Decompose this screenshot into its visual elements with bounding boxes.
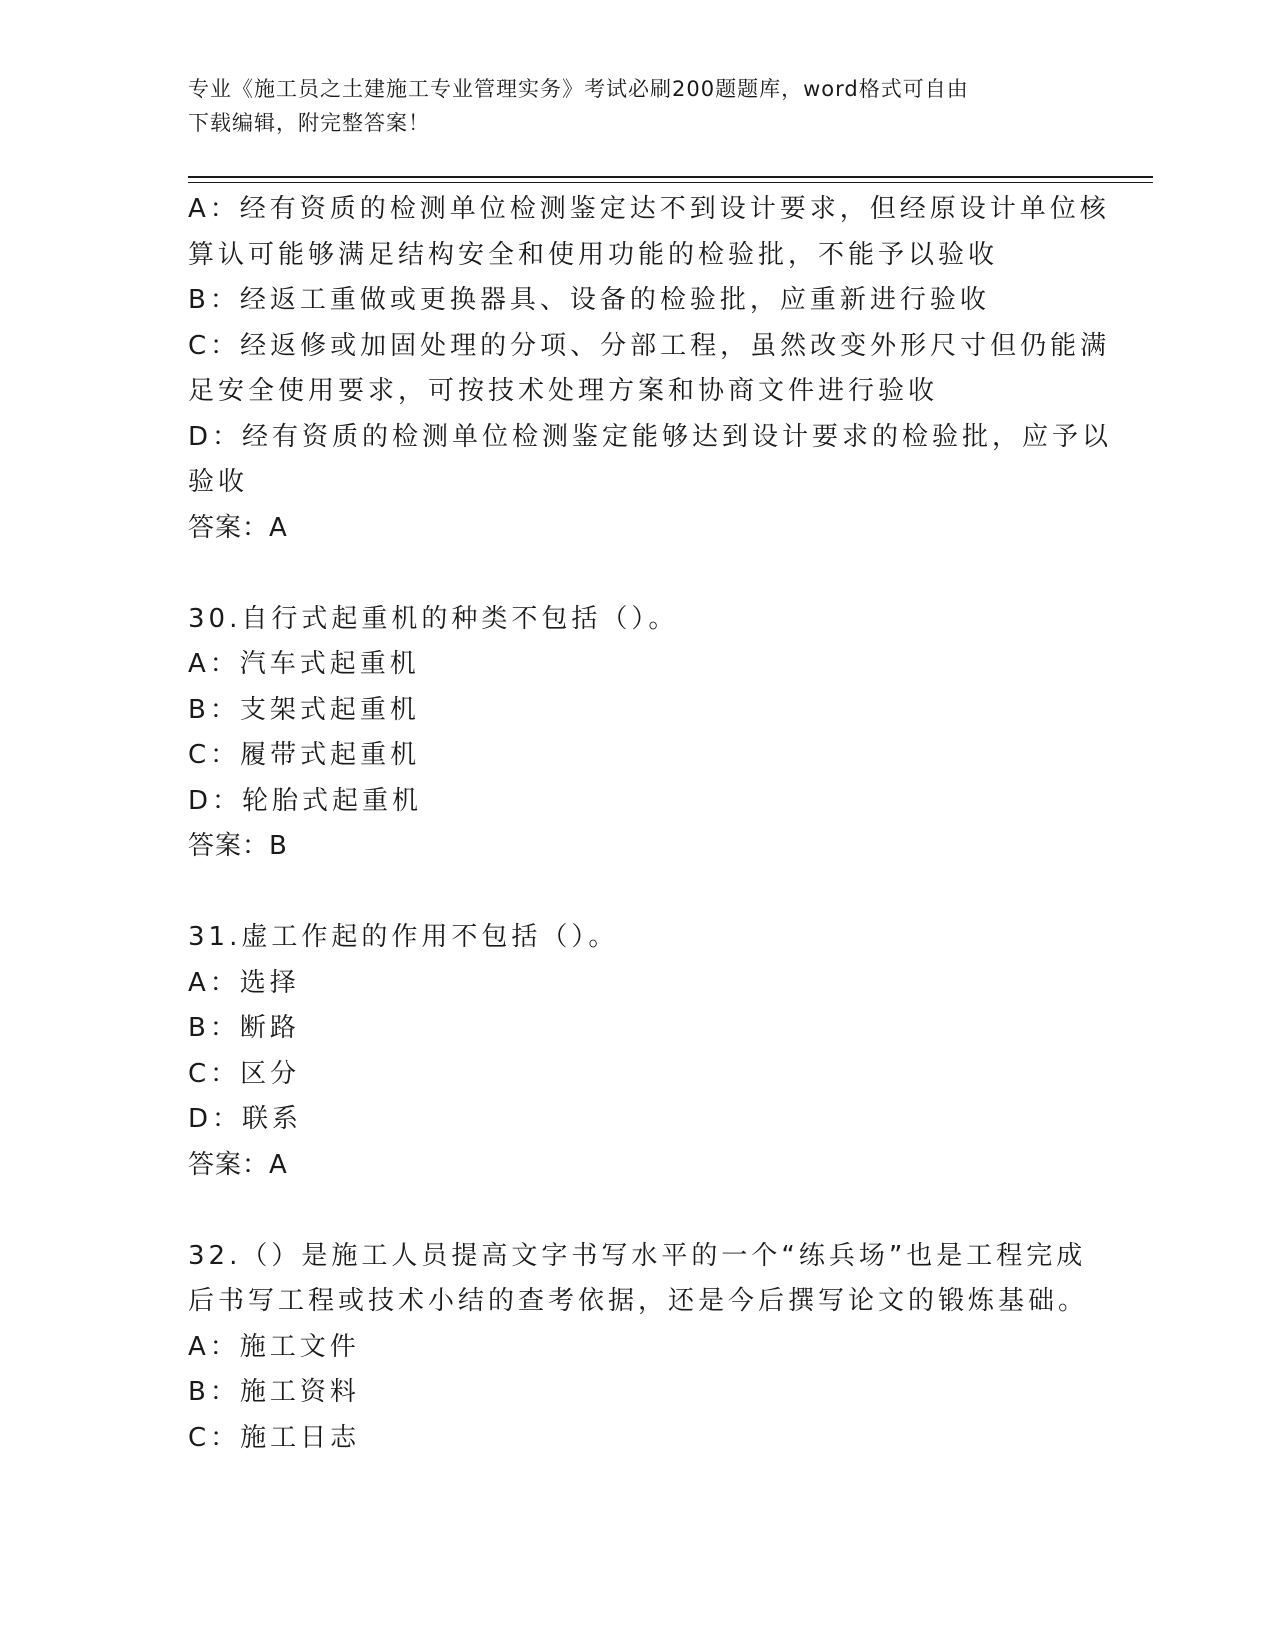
question-text-line-2: 后书写工程或技术小结的查考依据，还是今后撰写论文的锻炼基础。 xyxy=(188,1286,1089,1316)
question-block-30 xyxy=(188,597,1088,870)
question-text: 30.自行式起重机的种类不包括（）。 xyxy=(188,603,679,634)
option-d: D：联系 xyxy=(188,1104,303,1134)
question-block-31 xyxy=(188,915,1088,1188)
question-list xyxy=(188,187,1113,1461)
header-divider-thick xyxy=(188,176,1153,178)
question-block-32 xyxy=(188,1234,1088,1462)
header-title-line-2: 下载编辑，附完整答案！ xyxy=(188,111,430,135)
option-c: C：履带式起重机 xyxy=(188,740,421,770)
option-d-line-2: 验收 xyxy=(188,467,249,497)
question-text: 31.虚工作起的作用不包括（）。 xyxy=(188,922,619,952)
answer: 答案：A xyxy=(188,1149,288,1180)
option-a-line-2: 算认可能够满足结构安全和使用功能的检验批，不能予以验收 xyxy=(188,239,999,270)
spacer xyxy=(188,1188,1088,1234)
answer: 答案：B xyxy=(188,831,288,861)
answer: 答案：A xyxy=(188,512,288,543)
option-b: B：施工资料 xyxy=(188,1377,360,1407)
question-text-line-1: 32.（）是施工人员提高文字书写水平的一个“练兵场”也是工程完成 xyxy=(188,1240,1087,1271)
header-title-line-1: 专业《施工员之土建施工专业管理实务》考试必刷200题题库，word格式可自由 xyxy=(188,77,969,101)
header-divider-thin xyxy=(188,182,1153,183)
option-c-line-1: C：经返修或加固处理的分项、分部工程，虽然改变外形尺寸但仍能满 xyxy=(188,330,1111,361)
option-a: A：施工文件 xyxy=(188,1331,360,1362)
option-a: A：汽车式起重机 xyxy=(188,649,420,679)
option-d: D：轮胎式起重机 xyxy=(188,785,423,816)
option-b: B：支架式起重机 xyxy=(188,694,420,725)
spacer xyxy=(188,551,1088,597)
option-b: B：断路 xyxy=(188,1013,300,1043)
question-block-previous xyxy=(188,187,1113,551)
option-c: C：施工日志 xyxy=(188,1422,361,1453)
document-header xyxy=(188,72,1068,140)
option-d-line-1: D：经有资质的检测单位检测鉴定能够达到设计要求的检验批，应予以 xyxy=(188,421,1113,452)
spacer xyxy=(188,870,1088,916)
option-c: C：区分 xyxy=(188,1058,301,1089)
option-c-line-2: 足安全使用要求，可按技术处理方案和协商文件进行验收 xyxy=(188,376,939,406)
option-a-line-1: A：经有资质的检测单位检测鉴定达不到设计要求，但经原设计单位核 xyxy=(188,194,1110,224)
option-b: B：经返工重做或更换器具、设备的检验批，应重新进行验收 xyxy=(188,285,990,315)
option-a: A：选择 xyxy=(188,967,300,998)
